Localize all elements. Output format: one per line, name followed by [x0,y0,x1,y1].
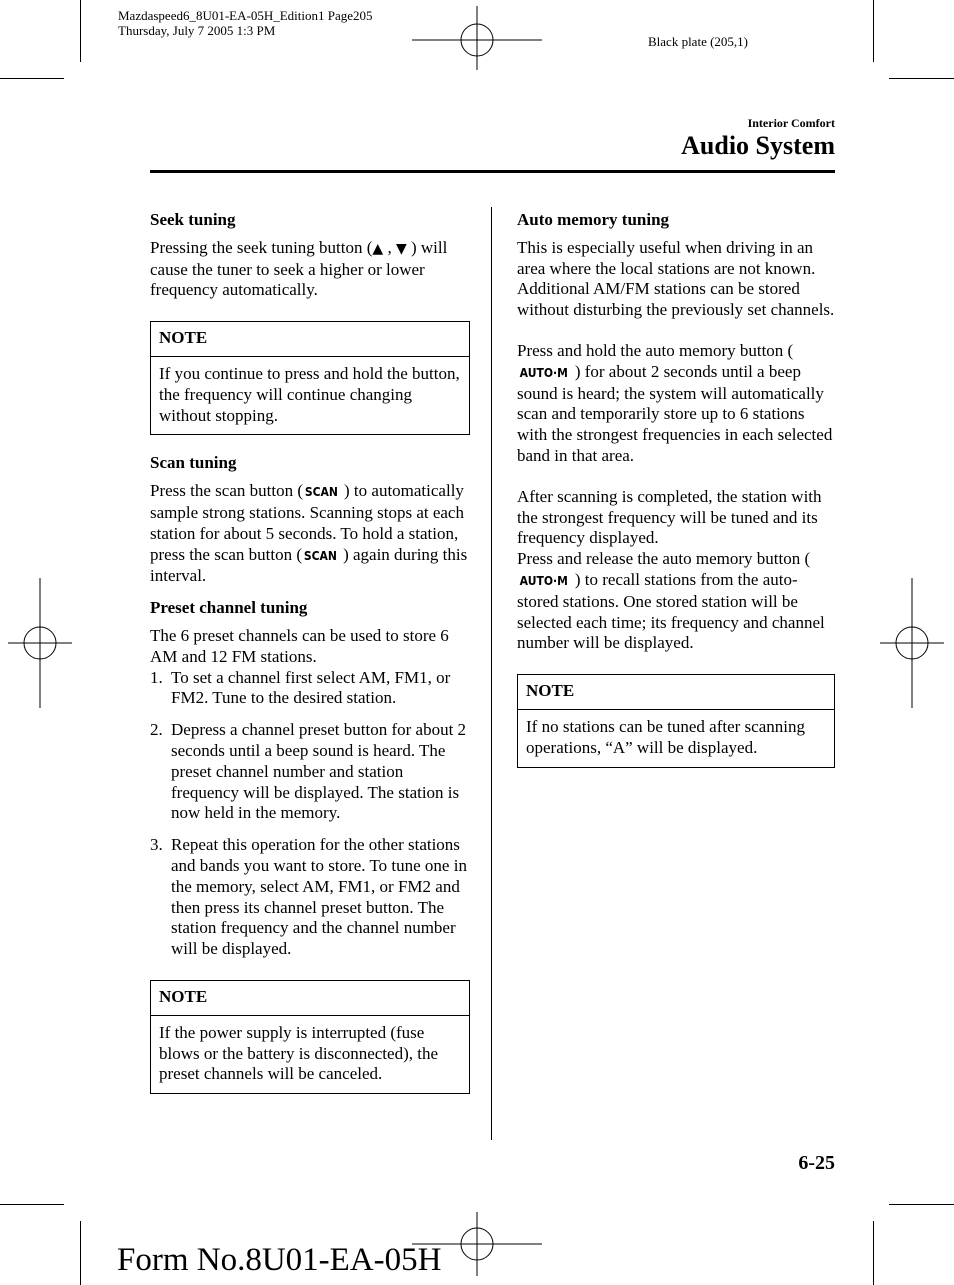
registration-mark-left [8,578,72,708]
scan-button-icon: SCAN [303,548,337,563]
crop-mark [889,78,954,79]
crop-mark [0,78,64,79]
column-divider [491,207,492,1140]
auto-memory-complete: After scanning is completed, the station with the strongest frequency will be tuned and its frequency displayed. [517,486,822,548]
auto-memory-heading: Auto memory tuning [517,210,670,229]
note-box [150,980,470,1094]
crop-mark [80,1221,81,1285]
crop-mark [873,1221,874,1285]
auto-memory-hold: Press and hold the auto memory button (AUTO·M ) for about 2 seconds until a beep sound is heard; the system will automatically scan and temporarily store up to 6 stations with the strongest frequencies in each selected band in that area. [517,340,833,465]
seek-down-icon: ▼ [395,240,407,257]
auto-memory-release: Press and release the auto memory button (AUTO·M ) to recall stations from the auto-stored stations. One stored station will be selected each time; its frequency and channel number will be displayed. [517,549,825,653]
print-meta-file: Mazdaspeed6_8U01-EA-05H_Edition1 Page205 [118,8,373,23]
auto-memory-intro: This is especially useful when driving in an area where the local stations are not known. Additional AM/FM stations can be stored without disturbing the previously set channels. [517,237,835,320]
page-title: Audio System [681,131,835,160]
preset-tuning-heading: Preset channel tuning [150,598,308,618]
note-text: If no stations can be tuned after scanning operations, “A” will be displayed. [526,716,805,757]
scan-button-icon: SCAN [304,485,338,500]
scan-tuning-heading: Scan tuning [150,453,237,473]
note-text: If you continue to press and hold the button, the frequency will continue changing without stopping. [159,363,460,425]
seek-up-icon: ▲ [372,240,384,257]
print-meta-date: Thursday, July 7 2005 1:3 PM [118,23,276,38]
auto-memory-button-icon: AUTO·M [519,365,568,380]
crop-mark [0,1204,64,1205]
crop-mark [873,0,874,62]
registration-mark-top [412,6,542,70]
scan-tuning-text: Press the scan button ( SCAN ) to automatically sample strong stations. Scanning stops at each station for about 5 seconds. To hold a station, press the scan button ( SCAN ) again during this interval. [150,481,468,586]
form-number: Form No.8U01-EA-05H [117,1242,442,1278]
page-number: 6-25 [798,1152,835,1174]
note-heading: NOTE [151,981,469,1016]
preset-intro: The 6 preset channels can be used to store 6 AM and 12 FM stations. [150,625,449,666]
note-box [150,321,470,435]
section-label: Interior Comfort [747,116,835,130]
auto-memory-button-icon: AUTO·M [519,573,568,588]
list-item: 3. Repeat this operation for the other stations and bands you want to store. To tune one in the memory, select AM, FM1, or FM2 and then press its channel preset button. The station frequency and the channel number will be displayed. [150,835,467,959]
print-meta [118,8,373,38]
left-column [150,210,470,1112]
crop-mark [80,0,81,62]
note-text: If the power supply is interrupted (fuse blows or the battery is disconnected), the preset channels will be canceled. [159,1022,439,1084]
list-item: 1. To set a channel first select AM, FM1, or FM2. Tune to the desired station. [150,667,451,708]
note-heading: NOTE [151,322,469,357]
registration-mark-right [880,578,944,708]
seek-tuning-text: Pressing the seek tuning button (▲ , ▼ ) will cause the tuner to seek a higher or lower frequency automatically. [150,237,448,300]
list-item: 2. Depress a channel preset button for about 2 seconds until a beep sound is heard. The preset channel number and station frequency will be displayed. The station is now held in the memory. [150,720,467,823]
crop-mark [889,1204,954,1205]
preset-steps [150,668,470,960]
plate-label: Black plate (205,1) [648,34,748,49]
seek-tuning-heading: Seek tuning [150,210,236,229]
title-rule [150,170,835,173]
note-heading: NOTE [518,675,834,710]
right-column [517,210,835,786]
note-box [517,674,835,767]
